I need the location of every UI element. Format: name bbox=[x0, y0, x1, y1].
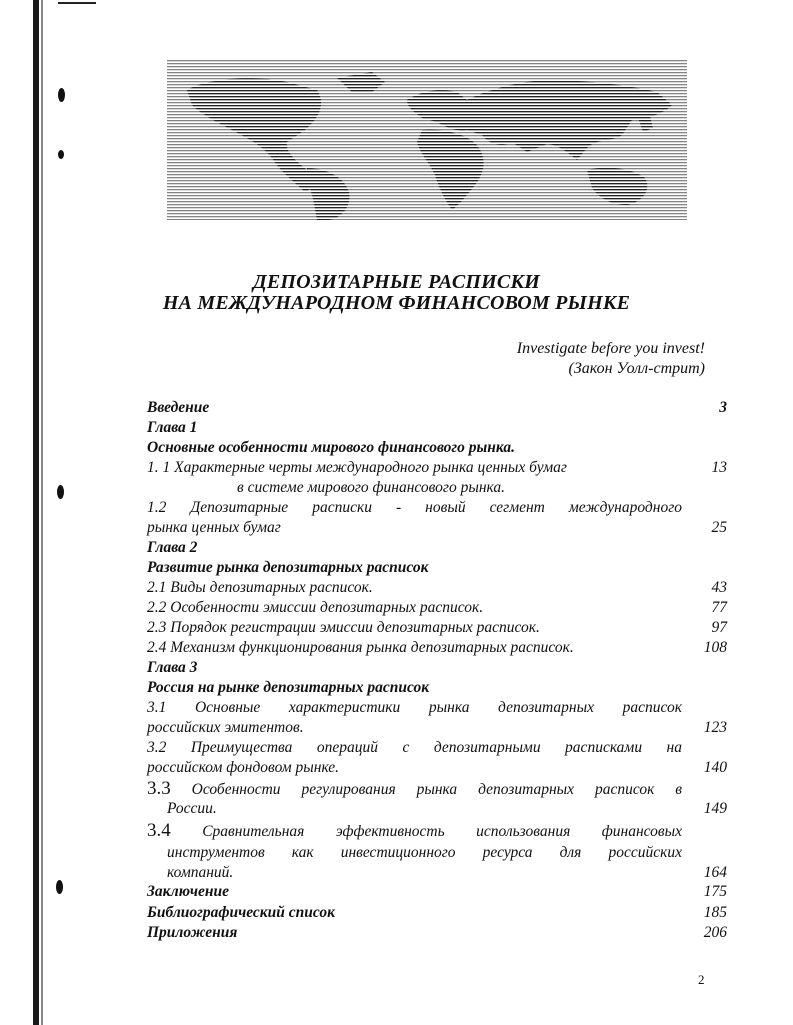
toc-entry: Основные особенности мирового финансового рынка. bbox=[147, 439, 515, 456]
toc-entry: 2.3 Порядок регистрации эмиссии депозитарных расписок. 97 bbox=[147, 619, 727, 636]
toc-entry: 3.3 Особенности регулирования рынка депозитарных расписок в bbox=[147, 778, 682, 799]
toc-entry: 2.4 Механизм функционирования рынка депозитарных расписок. 108 bbox=[147, 639, 727, 656]
section-number: 3.3 bbox=[147, 778, 171, 799]
scan-mark bbox=[58, 2, 96, 4]
toc-entry: российских эмитентов. 123 bbox=[147, 719, 727, 736]
toc-entry: России. 149 bbox=[167, 800, 727, 817]
punch-hole bbox=[58, 150, 64, 159]
toc-entry: Заключение 175 bbox=[147, 883, 727, 900]
epigraph-source: (Закон Уолл-стрит) bbox=[568, 360, 705, 377]
title-line-2: НА МЕЖДУНАРОДНОМ ФИНАНСОВОМ РЫНКЕ bbox=[162, 292, 631, 314]
scan-edge-shadow bbox=[41, 0, 43, 1025]
title-line-1: ДЕПОЗИТАРНЫЕ РАСПИСКИ bbox=[253, 271, 540, 293]
toc-entry: Приложения 206 bbox=[147, 924, 727, 941]
toc-entry: 1.2 Депозитарные расписки - новый сегмент международного bbox=[147, 499, 682, 516]
toc-entry: 3.1 Основные характеристики рынка депозитарных расписок bbox=[147, 699, 682, 716]
toc-entry: Россия на рынке депозитарных расписок bbox=[147, 679, 430, 696]
punch-hole bbox=[57, 485, 64, 499]
toc-entry: в системе мирового финансового рынка. bbox=[237, 479, 506, 496]
toc-entry: компаний. 164 bbox=[167, 864, 727, 881]
toc-entry: Глава 1 bbox=[147, 419, 198, 436]
toc-entry: рынка ценных бумаг 25 bbox=[147, 519, 727, 536]
toc-entry: 3.4 Сравнительная эффективность использования финансовых bbox=[147, 820, 682, 841]
toc-entry: российском фондовом рынке. 140 bbox=[147, 759, 727, 776]
section-number: 3.4 bbox=[147, 820, 171, 841]
toc-entry: Глава 3 bbox=[147, 659, 198, 676]
toc-entry: Развитие рынка депозитарных расписок bbox=[147, 559, 429, 576]
toc-entry: 2.1 Виды депозитарных расписок. 43 bbox=[147, 579, 727, 596]
world-map-emblem bbox=[167, 60, 687, 220]
toc-entry: 1. 1 Характерные черты международного рынка ценных бумаг 13 bbox=[147, 459, 727, 476]
toc-entry: Библиографический список 185 bbox=[147, 904, 727, 921]
toc-entry: Введение 3 bbox=[147, 399, 727, 416]
punch-hole bbox=[58, 88, 65, 102]
page-number: 2 bbox=[698, 972, 705, 987]
scan-edge bbox=[33, 0, 39, 1025]
toc-entry: Глава 2 bbox=[147, 539, 198, 556]
epigraph-quote: Investigate before you invest! bbox=[516, 340, 705, 357]
toc-entry: 3.2 Преимущества операций с депозитарными расписками на bbox=[147, 739, 682, 756]
toc-entry: инструментов как инвестиционного ресурса для российских bbox=[167, 844, 682, 861]
toc-entry: 2.2 Особенности эмиссии депозитарных расписок. 77 bbox=[147, 599, 727, 616]
punch-hole bbox=[56, 880, 63, 894]
